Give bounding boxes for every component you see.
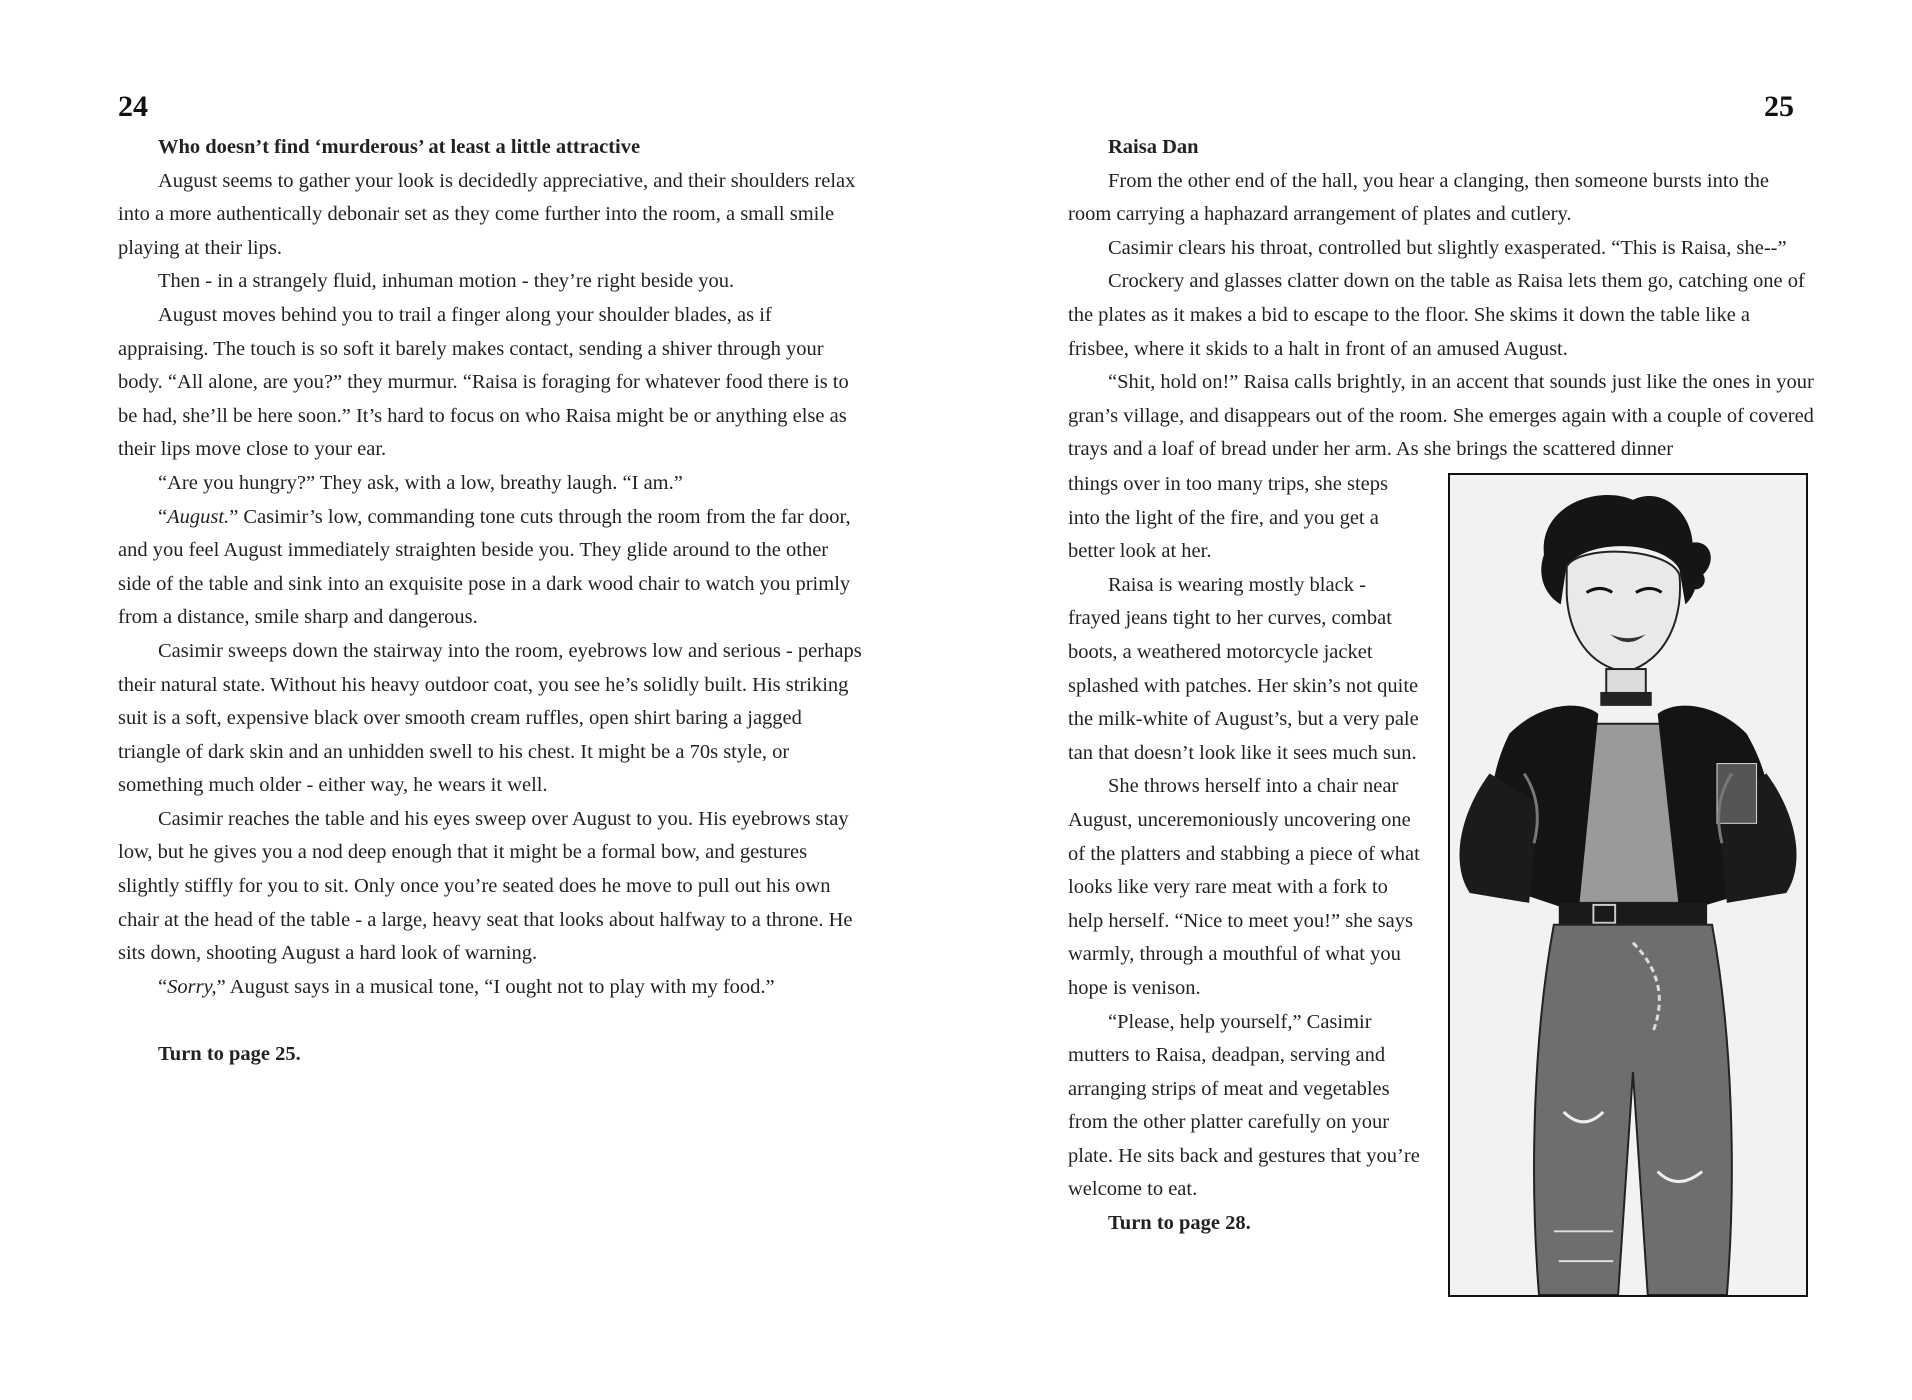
page-number: 24	[118, 90, 148, 123]
paragraph: From the other end of the hall, you hear a clanging, then someone bursts into the room carrying a haphazard arrangement of plates and cutlery.	[1068, 169, 1769, 226]
paragraph: Then - in a strangely fluid, inhuman motion - they’re right beside you.	[158, 270, 735, 293]
spacer	[118, 1004, 864, 1038]
section-heading: Raisa Dan	[1108, 136, 1199, 158]
paragraph: “Shit, hold on!” Raisa calls brightly, in an accent that sounds just like the ones in your gran’s village, and disappears out of the room. She emerges again with a couple of covered trays and a loaf of bread under her arm. As she brings the scattered dinner	[1068, 371, 1814, 461]
paragraph: She throws herself into a chair near August, unceremoniously uncovering one of the platters and stabbing a piece of what looks like very rare meat with a fork to help herself. “Nice to meet you!” she says warmly, through a mouthful of what you hope is venison.	[1068, 775, 1420, 999]
paragraph: “Please, help yourself,” Casimir mutters to Raisa, deadpan, serving and arranging strips of meat and vegetables from the other platter carefully on your plate. He sits back and gestures that you’re welcome to eat.	[1068, 1010, 1420, 1201]
turn-to-page: Turn to page 25.	[158, 1043, 301, 1066]
section-heading: Who doesn’t find ‘murderous’ at least a little attractive	[158, 136, 641, 158]
paragraph: August moves behind you to trail a finger along your shoulder blades, as if appraising. The touch is so soft it barely makes contact, sending a shiver through your body. “All alone, are you?” they murmur. “Raisa is foraging for whatever food there is to be had, she’ll be here soon.” It’s hard to focus on who Raisa might be or anything else as their lips move close to your ear.	[118, 303, 849, 461]
right-text-column	[1068, 131, 1814, 467]
paragraph: Raisa is wearing mostly black - frayed jeans tight to her curves, combat boots, a weathered motorcycle jacket splashed with patches. Her skin’s not quite the milk-white of August’s, but a very pale tan that doesn’t look like it sees much sun.	[1068, 573, 1419, 764]
paragraph-continued: things over in too many trips, she steps into the light of the fire, and you get a better look at her.	[1068, 473, 1389, 563]
paragraph: August seems to gather your look is decidedly appreciative, and their shoulders relax into a more authentically debonair set as they come further into the room, a small smile playing at their lips.	[118, 169, 856, 259]
paragraph: Casimir clears his throat, controlled but slightly exasperated. “This is Raisa, she--”	[1108, 236, 1787, 259]
paragraph: Casimir sweeps down the stairway into the room, eyebrows low and serious - perhaps their natural state. Without his heavy outdoor coat, you see he’s solidly built. His striking suit is a soft, expensive black over smooth cream ruffles, open shirt baring a jagged triangle of dark skin and an unhidden swell to his chest. It might be a 70s style, or something much older - either way, he wears it well.	[118, 639, 862, 797]
right-page	[956, 0, 1912, 1400]
italic-word: Sorry,	[167, 975, 217, 998]
paragraph: “Are you hungry?” They ask, with a low, breathy laugh. “I am.”	[158, 471, 683, 494]
left-text-column	[118, 131, 864, 1072]
paragraph: “Sorry,” August says in a musical tone, “I ought not to play with my food.”	[158, 975, 775, 998]
paragraph: Casimir reaches the table and his eyes sweep over August to you. His eyebrows stay low, but he gives you a nod deep enough that it might be a formal bow, and gestures slightly stiffly for you to sit. Only once you’re seated does he move to pull out his own chair at the head of the table - a large, heavy seat that looks about halfway to a throne. He sits down, shooting August a hard look of warning.	[118, 807, 853, 965]
paragraph: Crockery and glasses clatter down on the table as Raisa lets them go, catching one of the plates as it makes a bid to escape to the floor. She skims it down the table like a frisbee, where it skids to a halt in front of an amused August.	[1068, 270, 1805, 360]
raisa-illustration-icon	[1450, 475, 1806, 1295]
page-number: 25	[1764, 90, 1794, 123]
raisa-illustration	[1448, 473, 1808, 1297]
turn-to-page: Turn to page 28.	[1108, 1212, 1251, 1235]
paragraph: “August.” Casimir’s low, commanding tone cuts through the room from the far door, and you feel August immediately straighten beside you. They glide around to the other side of the table and sink into an exquisite pose in a dark wood chair to watch you primly from a distance, smile sharp and dangerous.	[118, 505, 851, 629]
italic-name: August.	[167, 505, 230, 528]
wrapped-text-column	[1068, 468, 1420, 1241]
